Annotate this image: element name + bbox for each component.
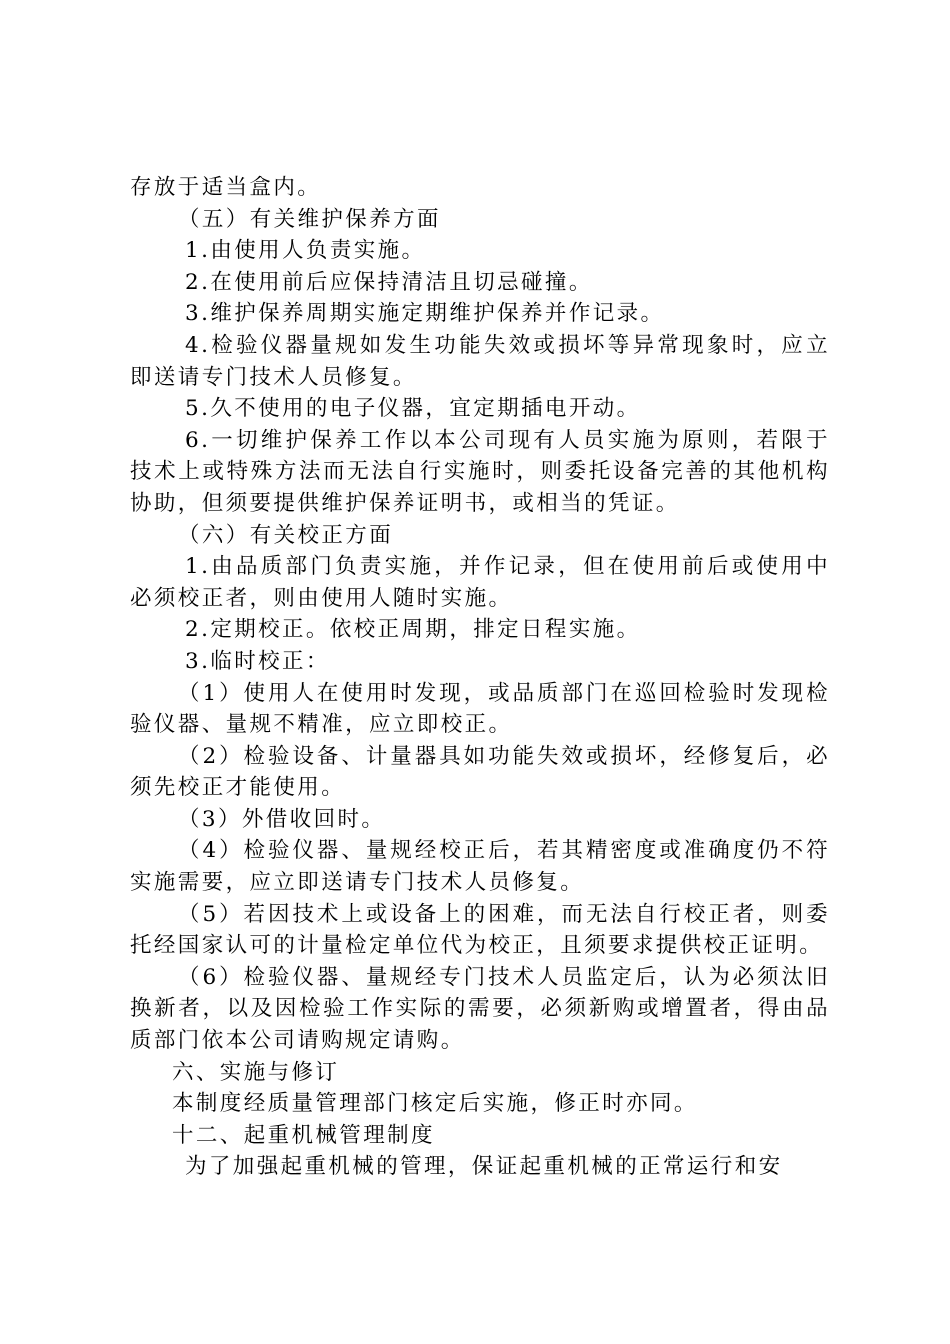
sub-list-item: （1）使用人在使用时发现，或品质部门在巡回检验时发现检验仪器、量规不精准，应立即校正。 — [130, 680, 830, 738]
sub-list-item: （3）外借收回时。 — [178, 806, 386, 832]
section-heading-implementation: 六、实施与修订 — [172, 1059, 340, 1085]
list-item: 1.由使用人负责实施。 — [185, 238, 426, 264]
list-item: 5.久不使用的电子仪器，宜定期插电开动。 — [185, 396, 641, 422]
sub-list-item: （2）检验设备、计量器具如功能失效或损坏，经修复后，必须先校正才能使用。 — [130, 743, 830, 801]
list-item: 6.一切维护保养工作以本公司现有人员实施为原则，若限于技术上或特殊方法而无法自行实施时，则委托设备完善的其他机构协助，但须要提供维护保养证明书，或相当的凭证。 — [130, 427, 830, 516]
list-item: 4.检验仪器量规如发生功能失效或损坏等异常现象时，应立即送请专门技术人员修复。 — [130, 332, 830, 390]
section-heading-crane-management: 十二、起重机械管理制度 — [172, 1122, 435, 1148]
sub-list-item: （4）检验仪器、量规经校正后，若其精密度或准确度仍不符实施需要，应立即送请专门技术人员修复。 — [130, 838, 830, 896]
list-item: 3.临时校正： — [185, 648, 330, 674]
paragraph-crane-intro: 为了加强起重机械的管理，保证起重机械的正常运行和安 — [185, 1154, 783, 1180]
list-item: 2.定期校正。依校正周期，排定日程实施。 — [185, 617, 641, 643]
sub-list-item: （5）若因技术上或设备上的困难，而无法自行校正者，则委托经国家认可的计量检定单位代为校正，且须要求提供校正证明。 — [130, 901, 830, 959]
sub-list-item: （6）检验仪器、量规经专门技术人员监定后，认为必须汰旧换新者，以及因检验工作实际的需要，必须新购或增置者，得由品质部门依本公司请购规定请购。 — [130, 964, 830, 1054]
section-heading-calibration: （六）有关校正方面 — [178, 522, 394, 548]
document-body — [130, 172, 830, 1183]
section-heading-maintenance: （五）有关维护保养方面 — [178, 206, 441, 232]
paragraph-implementation: 本制度经质量管理部门核定后实施，修正时亦同。 — [172, 1091, 698, 1117]
paragraph-storage: 存放于适当盒内。 — [130, 175, 322, 200]
list-item: 2.在使用前后应保持清洁且切忌碰撞。 — [185, 269, 593, 295]
list-item: 3.维护保养周期实施定期维护保养并作记录。 — [185, 301, 665, 327]
list-item: 1.由品质部门负责实施，并作记录，但在使用前后或使用中必须校正者，则由使用人随时实施。 — [130, 554, 830, 611]
